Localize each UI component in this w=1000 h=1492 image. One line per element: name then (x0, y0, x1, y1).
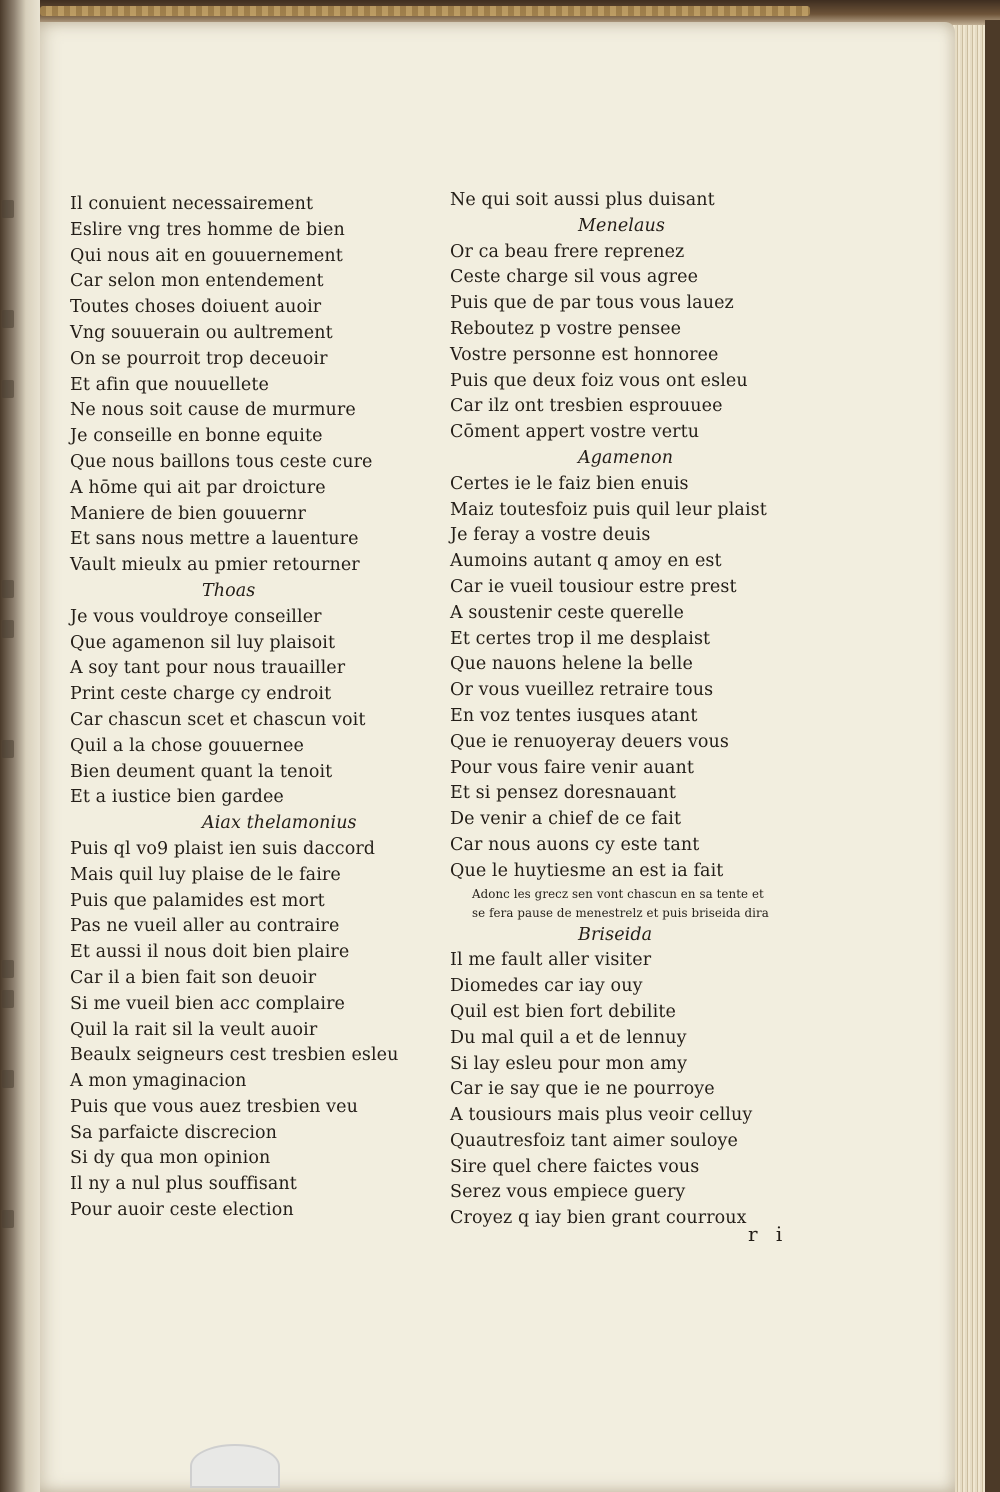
verse-line: Et certes trop il me desplaist (450, 628, 711, 649)
verse-line: Ceste charge sil vous agree (450, 267, 699, 288)
verse-line: Car chascun scet et chascun voit (70, 709, 366, 730)
verse-line: Beaulx seigneurs cest tresbien esleu (70, 1045, 399, 1066)
verse-line: Puis que palamides est mort (70, 890, 325, 911)
verse-line: Pour vous faire venir auant (450, 757, 695, 778)
verse-line: Et si pensez doresnauant (450, 783, 677, 804)
scan-clip-mark (190, 1444, 280, 1488)
verse-line: Maniere de bien gouuernr (70, 503, 307, 524)
fragment-mark (2, 960, 14, 978)
verse-line: Vostre personne est honnoree (450, 344, 719, 365)
verse-line: Et a iustice bien gardee (70, 787, 284, 808)
verse-line: Eslire vng tres homme de bien (70, 219, 345, 240)
verse-line: Quil a la chose gouuernee (70, 735, 304, 756)
verse-line: Sa parfaicte discrecion (70, 1122, 278, 1143)
fragment-mark (2, 1210, 14, 1228)
verse-line: Et sans nous mettre a lauenture (70, 529, 359, 550)
speaker-heading: Briseida (578, 924, 653, 945)
verse-line: Car ie say que ie ne pourroye (450, 1079, 715, 1100)
stage-direction: Adonc les grecz sen vont chascun en sa tente et (472, 886, 764, 901)
verse-line: Quautresfoiz tant aimer souloye (450, 1130, 738, 1151)
verse-line: Et afin que nouuellete (70, 374, 269, 395)
verse-line: Sire quel chere faictes vous (450, 1156, 700, 1177)
verse-line: Et aussi il nous doit bien plaire (70, 942, 350, 963)
fragment-mark (2, 620, 14, 638)
verse-line: Puis que vous auez tresbien veu (70, 1096, 358, 1117)
verse-line: Or vous vueillez retraire tous (450, 680, 714, 701)
verse-line: Il me fault aller visiter (450, 950, 652, 971)
verse-line: Car ilz ont tresbien esprouuee (450, 396, 723, 417)
verse-line: Car ie vueil tousiour estre prest (450, 576, 737, 597)
fragment-mark (2, 740, 14, 758)
verse-line: Print ceste charge cy endroit (70, 684, 332, 705)
verse-line: Que agamenon sil luy plaisoit (70, 632, 336, 653)
verse-line: Que nauons helene la belle (450, 654, 693, 675)
signature-mark: r i (748, 1222, 789, 1246)
verse-line: Maiz toutesfoiz puis quil leur plaist (450, 499, 767, 520)
verse-line: A hōme qui ait par droicture (70, 477, 326, 498)
verse-line: A soy tant pour nous trauailler (70, 658, 346, 679)
verse-line: Bien deument quant la tenoit (70, 761, 333, 782)
verse-line: Ne qui soit aussi plus duisant (450, 190, 715, 210)
verse-line: Si lay esleu pour mon amy (450, 1053, 688, 1074)
right-text-column (450, 188, 810, 1232)
fragment-mark (2, 310, 14, 328)
binding-right-edge (985, 20, 1000, 1492)
verse-line: Que ie renuoyeray deuers vous (450, 731, 730, 752)
verse-line: En voz tentes iusques atant (450, 705, 698, 726)
verse-line: Il conuient necessairement (70, 194, 314, 214)
verse-line: Que nous baillons tous ceste cure (70, 451, 373, 472)
verse-line: Or ca beau frere reprenez (450, 241, 685, 262)
fragment-mark (2, 380, 14, 398)
verse-line: Il ny a nul plus souffisant (70, 1174, 297, 1195)
verse-line: Quil la rait sil la veult auoir (70, 1019, 318, 1040)
verse-line: Toutes choses doiuent auoir (70, 297, 322, 318)
speaker-heading: Menelaus (578, 215, 665, 236)
verse-line: Vng souuerain ou aultrement (70, 322, 333, 343)
fragment-mark (2, 1070, 14, 1088)
speaker-heading: Agamenon (578, 447, 674, 468)
verse-line: Diomedes car iay ouy (450, 976, 643, 997)
gilt-edge-decoration (40, 6, 810, 16)
verse-line: Quil est bien fort debilite (450, 1001, 676, 1022)
verse-line: Serez vous empiece guery (450, 1182, 686, 1203)
verse-line: Je conseille en bonne equite (70, 426, 323, 447)
verse-line: A mon ymaginacion (70, 1071, 247, 1092)
verse-line: Car selon mon entendement (70, 271, 324, 292)
fragment-mark (2, 990, 14, 1008)
verse-line: Qui nous ait en gouuernement (70, 245, 343, 266)
verse-line: Ne nous soit cause de murmure (70, 400, 356, 421)
verse-line: De venir a chief de ce fait (450, 809, 682, 830)
verse-line: On se pourroit trop deceuoir (70, 348, 328, 369)
verse-line: Du mal quil a et de lennuy (450, 1027, 687, 1048)
verse-line: Car nous auons cy este tant (450, 834, 700, 855)
verse-line: Si me vueil bien acc complaire (70, 993, 346, 1014)
verse-line: Si dy qua mon opinion (70, 1148, 271, 1169)
verse-line: A tousiours mais plus veoir celluy (450, 1105, 753, 1126)
facing-page-text-fragments (2, 200, 16, 1300)
verse-line: Vault mieulx au pmier retourner (70, 555, 360, 576)
stage-direction: se fera pause de menestrelz et puis briseida dira (472, 905, 769, 920)
verse-line: Certes ie le faiz bien enuis (450, 473, 689, 494)
verse-line: A soustenir ceste querelle (450, 602, 684, 623)
verse-line: Reboutez p vostre pensee (450, 318, 682, 339)
verse-line: Puis ql vo9 plaist ien suis daccord (70, 838, 376, 859)
verse-line: Cōment appert vostre vertu (450, 422, 700, 443)
verse-line: Pas ne vueil aller au contraire (70, 916, 340, 937)
fragment-mark (2, 580, 14, 598)
verse-line: Je feray a vostre deuis (450, 525, 651, 546)
verse-line: Puis que deux foiz vous ont esleu (450, 370, 748, 391)
verse-line: Que le huytiesme an est ia fait (450, 860, 724, 881)
verse-line: Mais quil luy plaise de le faire (70, 864, 341, 885)
verse-line: Pour auoir ceste election (70, 1200, 294, 1221)
speaker-heading: Thoas (202, 580, 256, 601)
speaker-heading: Aiax thelamonius (202, 813, 357, 834)
fragment-mark (2, 200, 14, 218)
verse-line: Puis que de par tous vous lauez (450, 293, 734, 314)
verse-line: Car il a bien fait son deuoir (70, 967, 317, 988)
left-text-column (70, 192, 430, 1224)
verse-line: Croyez q iay bien grant courroux (450, 1208, 747, 1229)
verse-line: Je vous vouldroye conseiller (70, 606, 322, 627)
verse-line: Aumoins autant q amoy en est (450, 551, 722, 572)
